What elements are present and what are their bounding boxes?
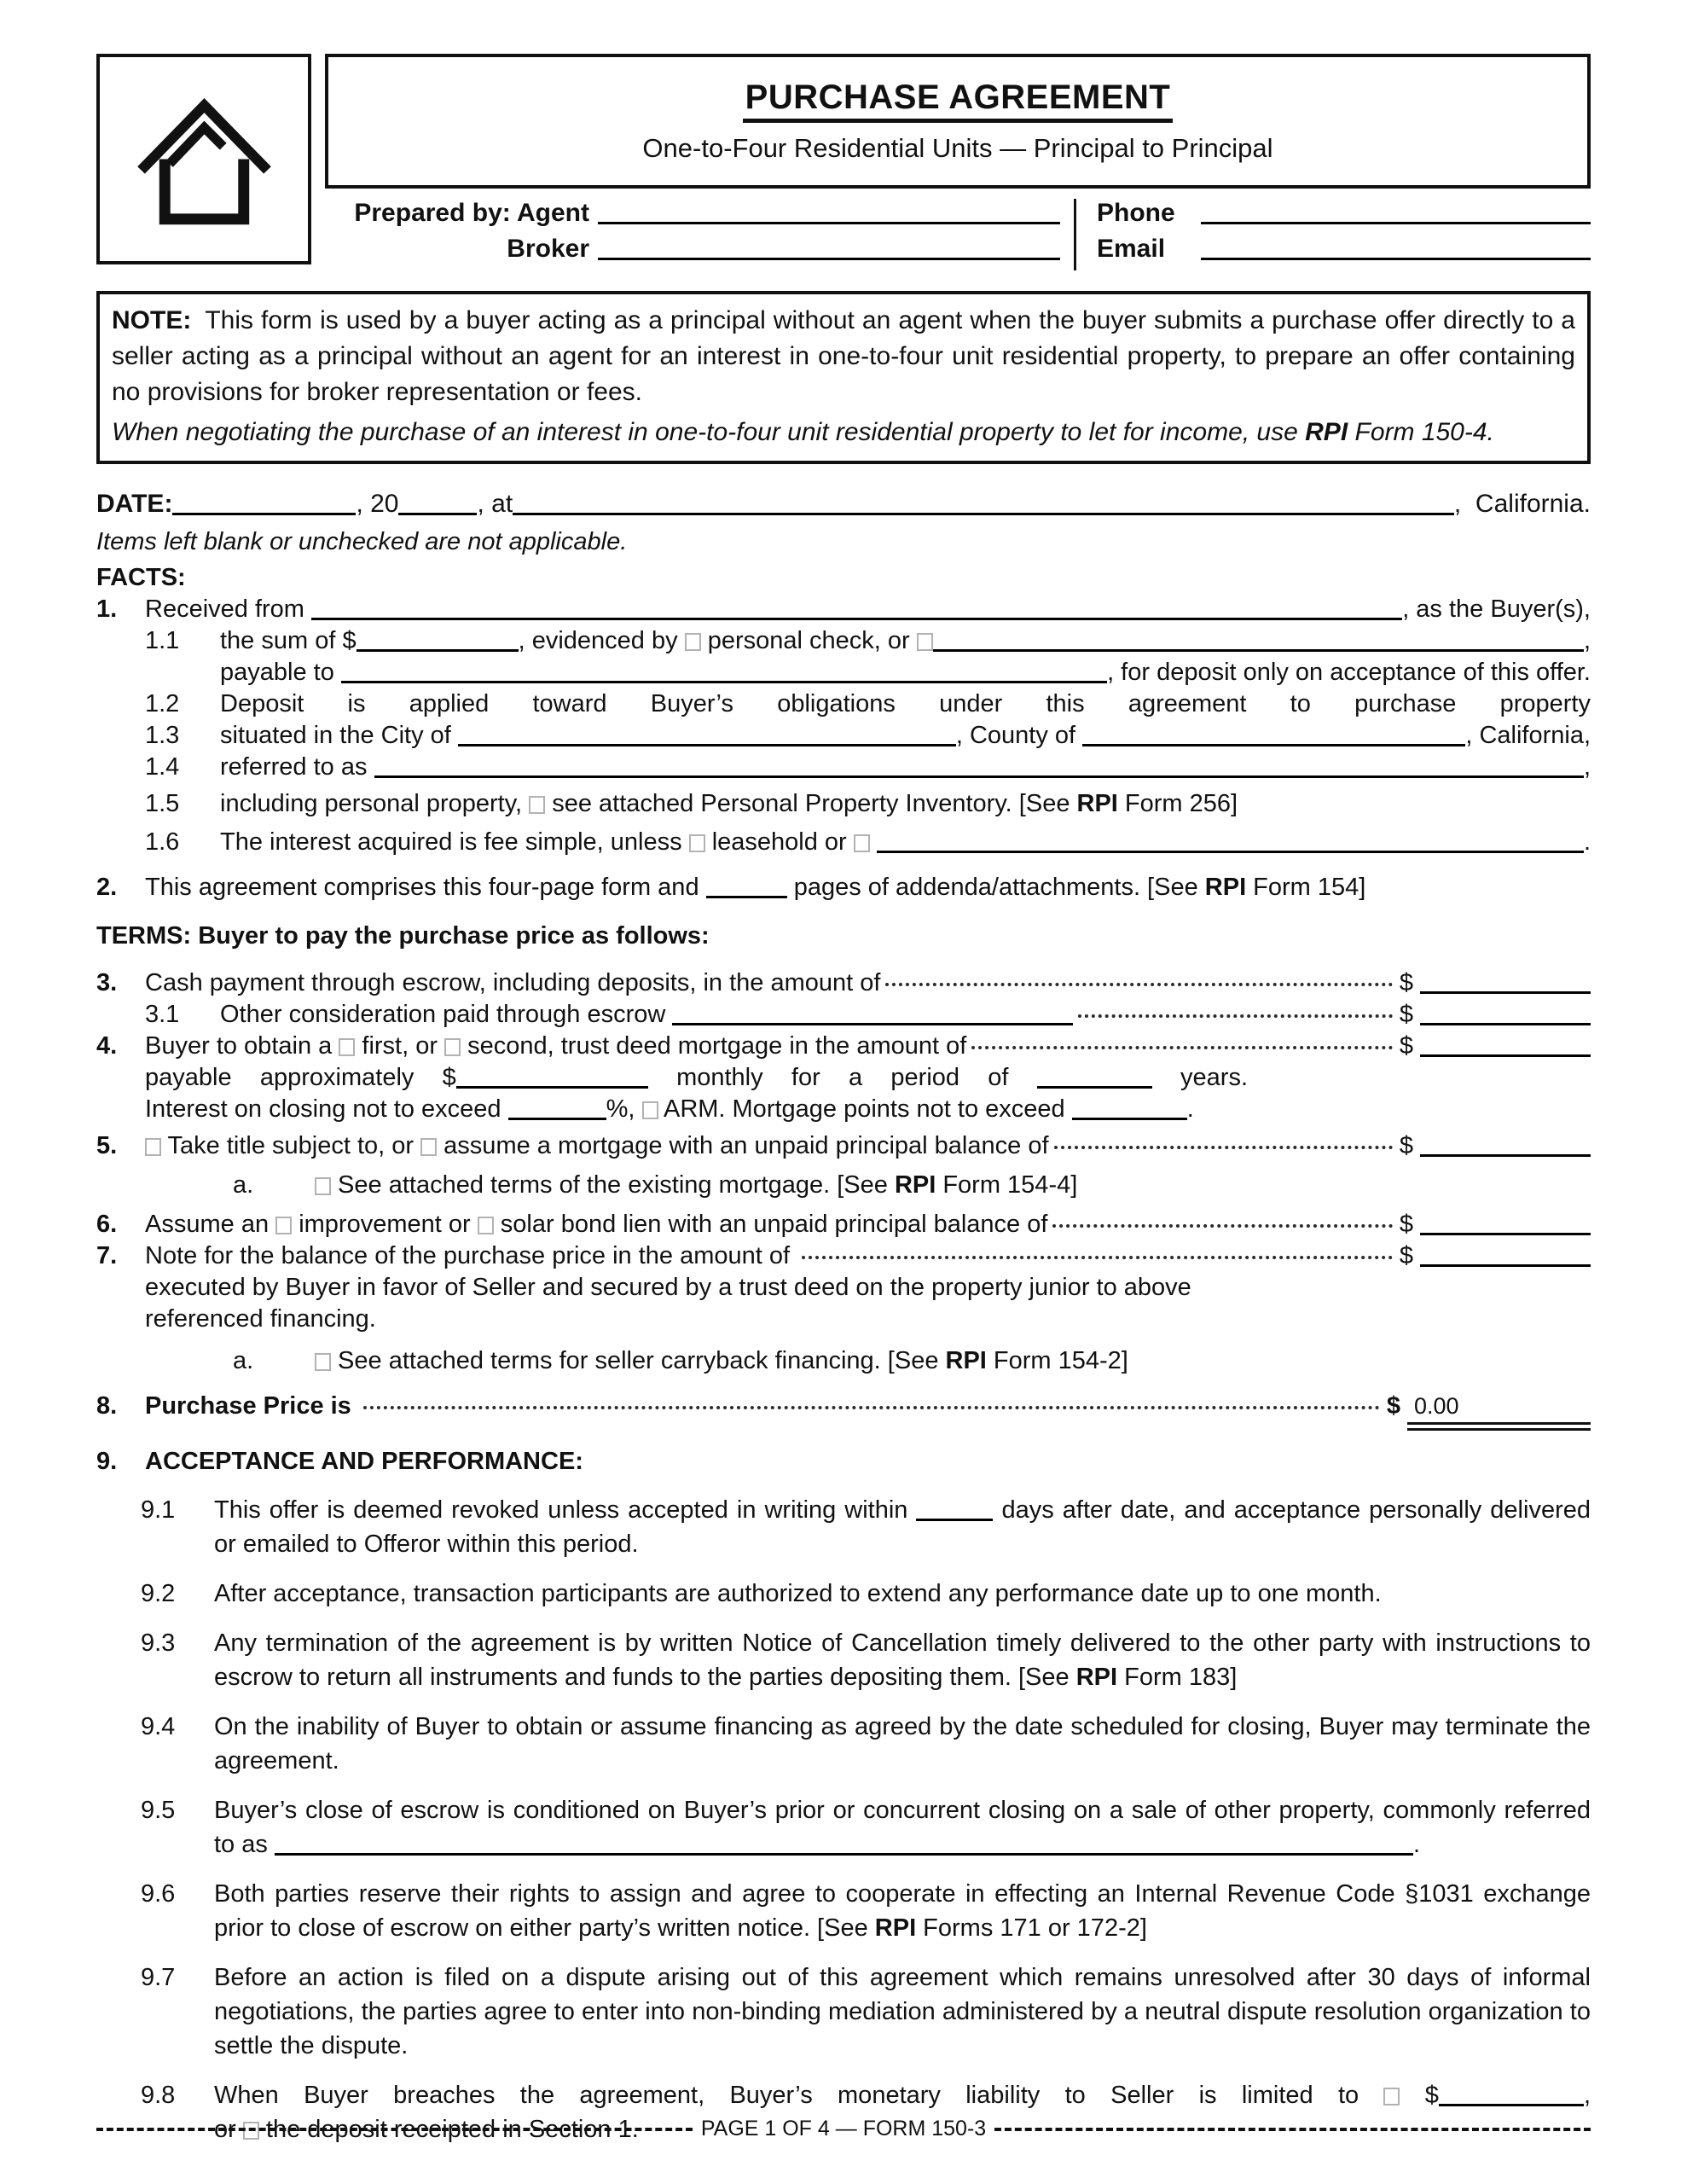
email-row xyxy=(1097,235,1591,270)
text-segment: including personal property, xyxy=(220,790,530,817)
phone-field[interactable] xyxy=(1201,222,1591,224)
sum-amount-field[interactable] xyxy=(357,649,519,652)
note-body: This form is used by a buyer acting as a principal without an agent when the buyer submits a purchase offer directly to a seller acting as a principal without an agent for an interest in one-to-four unit residential property, to prepare an offer containing no provisions for broker representation or fees. xyxy=(112,306,1575,406)
text-segment: payable to xyxy=(220,659,341,686)
other-consideration-field[interactable] xyxy=(672,1023,1073,1025)
fact-1-5 xyxy=(145,788,1591,820)
currency-sign: $ xyxy=(1399,1242,1413,1269)
fact-1-2 xyxy=(145,688,1591,720)
paragraph xyxy=(214,1626,1591,1694)
item-number: 2. xyxy=(96,874,118,901)
text-segment: The interest acquired is fee simple, unless xyxy=(220,828,689,856)
seller-carryback-terms-checkbox[interactable] xyxy=(315,1353,331,1371)
phone-row xyxy=(1097,199,1591,235)
currency-sign: $ xyxy=(1399,1211,1413,1238)
purchase-price-value: 0.00 xyxy=(1414,1393,1459,1419)
text-segment: days after date, and acceptance personally delivered or emailed to Offeror within this period. xyxy=(214,1496,1591,1558)
item-9-5 xyxy=(141,1793,1591,1862)
paragraph xyxy=(214,1493,1591,1561)
item-number: 9.5 xyxy=(141,1797,176,1824)
fact-1-6 xyxy=(145,827,1591,858)
leasehold-checkbox[interactable] xyxy=(689,834,705,852)
purchase-price-label: Purchase Price is xyxy=(145,1392,358,1420)
note-paragraph xyxy=(112,303,1575,410)
rpi-brand: RPI xyxy=(1305,418,1348,446)
text-segment: Form 150-4. xyxy=(1348,418,1494,446)
text-segment: first, or xyxy=(355,1032,445,1060)
personal-check-checkbox[interactable] xyxy=(685,633,701,651)
paragraph xyxy=(214,1877,1591,1945)
year-field[interactable] xyxy=(398,513,477,515)
prepared-by-left xyxy=(325,199,1060,270)
text-segment: the deposit receipted in Section 1. xyxy=(258,2116,639,2143)
item-number: 1.1 xyxy=(145,627,180,654)
item-number: 1.5 xyxy=(145,790,180,817)
text-segment: improvement or xyxy=(292,1211,478,1238)
justified-line xyxy=(214,2078,1591,2112)
note-usage-line xyxy=(112,415,1575,450)
item-letter: a. xyxy=(233,1171,254,1199)
note-box xyxy=(96,291,1591,464)
email-label: Email xyxy=(1097,235,1166,263)
liability-amount-checkbox[interactable] xyxy=(1383,2088,1400,2106)
period-years-field[interactable] xyxy=(1037,1080,1152,1089)
item-number: 9.4 xyxy=(141,1713,176,1740)
item-8-purchase-price xyxy=(96,1391,1591,1431)
header-right xyxy=(325,54,1591,270)
item-number: 9.7 xyxy=(141,1964,176,1991)
fact-1-3 xyxy=(145,720,1591,752)
justified-line xyxy=(220,688,1591,720)
item-4 xyxy=(96,1031,1591,1062)
broker-name-field[interactable] xyxy=(598,258,1060,260)
rpi-brand: RPI xyxy=(894,1171,936,1199)
improvement-lien-checkbox[interactable] xyxy=(275,1217,292,1234)
text-segment: , evidenced by xyxy=(518,627,685,654)
text-segment: , at xyxy=(477,490,513,518)
city-field[interactable] xyxy=(458,744,956,746)
item-5 xyxy=(96,1130,1591,1162)
broker-row xyxy=(325,235,1060,270)
monthly-payment-field[interactable] xyxy=(456,1080,648,1089)
text-segment: assume a mortgage with an unpaid principal balance of xyxy=(437,1132,1049,1159)
dotted-leader xyxy=(1078,1014,1393,1018)
fact-1-1 xyxy=(145,625,1591,657)
acceptance-days-field[interactable] xyxy=(916,1513,993,1521)
broker-label: Broker xyxy=(507,235,589,263)
text-segment: . xyxy=(1412,1831,1420,1858)
title-box xyxy=(325,54,1591,189)
county-field[interactable] xyxy=(1082,744,1465,746)
place-field[interactable] xyxy=(513,513,1454,515)
blank-items-note: Items left blank or unchecked are not applicable. xyxy=(96,528,628,555)
item-number: 3. xyxy=(96,969,118,996)
text-segment: Deposit is applied toward Buyer’s obligations under this agreement to purchase property xyxy=(220,690,1591,717)
text-segment: years. xyxy=(1151,1064,1249,1091)
prepared-by-right xyxy=(1074,199,1591,270)
other-property-reference-field[interactable] xyxy=(275,1847,1413,1856)
prepared-by-section xyxy=(325,199,1591,270)
dotted-leader xyxy=(885,983,1392,986)
brand-logo-box xyxy=(96,54,311,264)
footer-dashed-rule xyxy=(994,2128,1591,2131)
house-icon xyxy=(125,80,283,238)
text-segment: Form 154-2] xyxy=(986,1347,1128,1374)
text-segment: or xyxy=(214,2116,243,2143)
item-9-7 xyxy=(141,1960,1591,2063)
phone-label: Phone xyxy=(1097,199,1175,227)
item-4-payable-line xyxy=(145,1062,1591,1094)
text-segment: This offer is deemed revoked unless accepted in writing within xyxy=(214,1496,917,1524)
text-segment: solar bond lien with an unpaid principal balance of xyxy=(493,1211,1048,1238)
first-trust-deed-checkbox[interactable] xyxy=(339,1038,355,1056)
existing-mortgage-terms-checkbox[interactable] xyxy=(315,1177,331,1195)
text-segment: , xyxy=(1583,627,1591,654)
email-field[interactable] xyxy=(1201,258,1591,260)
buyer-name-field[interactable] xyxy=(311,618,1402,620)
rpi-brand: RPI xyxy=(1075,1664,1118,1691)
item-number: 1.4 xyxy=(145,753,180,781)
other-consideration-amount-field[interactable] xyxy=(1420,1023,1591,1025)
currency-sign: $ xyxy=(1399,1001,1413,1028)
item-number: 1.2 xyxy=(145,690,180,717)
item-3-1 xyxy=(145,999,1591,1031)
text-segment: second, trust deed mortgage in the amount of xyxy=(461,1032,967,1060)
purchase-price-field[interactable] xyxy=(1407,1391,1591,1431)
item-number: 6. xyxy=(96,1211,118,1238)
text-segment: Form 154-4] xyxy=(936,1171,1078,1199)
item-9-1 xyxy=(141,1493,1591,1561)
text-segment: , 20 xyxy=(356,490,399,518)
form-title: PURCHASE AGREEMENT xyxy=(743,78,1174,123)
text-segment: Received from xyxy=(145,595,312,623)
item-number: 4. xyxy=(96,1032,118,1060)
text-segment: Form 256] xyxy=(1117,790,1238,817)
rpi-brand: RPI xyxy=(945,1347,987,1374)
payable-to-field[interactable] xyxy=(341,681,1107,683)
item-9-4 xyxy=(141,1710,1591,1778)
text-segment: . xyxy=(1186,1095,1194,1123)
text-segment: Cash payment through escrow, including deposits, in the amount of xyxy=(145,969,881,996)
agent-row xyxy=(325,199,1060,235)
footer-dashed-rule xyxy=(96,2128,693,2131)
item-9-heading xyxy=(96,1446,1591,1478)
item-number: 9. xyxy=(96,1448,118,1475)
item-number: 9.3 xyxy=(141,1629,176,1657)
item-number: 8. xyxy=(96,1392,118,1420)
text-segment: See attached terms of the existing mortgage. [See xyxy=(331,1171,895,1199)
terms-heading: TERMS: Buyer to pay the purchase price as follows: xyxy=(96,922,710,950)
mortgage-amount-field[interactable] xyxy=(1420,1054,1591,1057)
text-segment: Forms 171 or 172-2] xyxy=(916,1914,1147,1942)
liability-amount-field[interactable] xyxy=(1439,2098,1584,2106)
prepared-by-agent-label: Prepared by: Agent xyxy=(354,199,589,227)
dotted-leader xyxy=(971,1046,1393,1049)
text-segment: , as the Buyer(s), xyxy=(1402,595,1591,623)
item-4-interest-line xyxy=(145,1094,1591,1125)
item-2 xyxy=(96,872,1591,903)
page-footer xyxy=(96,2117,1591,2141)
fact-1 xyxy=(96,594,1591,625)
text-segment: When negotiating the purchase of an interest in one-to-four unit residential property to let for income, use xyxy=(112,418,1306,446)
acceptance-heading: ACCEPTANCE AND PERFORMANCE: xyxy=(145,1448,583,1475)
item-number: 9.6 xyxy=(141,1880,176,1908)
text-segment: situated in the City of xyxy=(220,722,458,749)
text-segment: , County of xyxy=(955,722,1083,749)
text-segment: %, xyxy=(606,1095,642,1123)
item-number: 3.1 xyxy=(145,1001,180,1028)
text-segment: This agreement comprises this four-page form and xyxy=(145,874,706,901)
item-7-continuation: executed by Buyer in favor of Seller and secured by a trust deed on the property junior to above referenced financing. xyxy=(145,1274,1191,1333)
agent-name-field[interactable] xyxy=(598,222,1060,224)
fact-1-4 xyxy=(145,752,1591,783)
facts-heading: FACTS: xyxy=(96,564,186,591)
item-number: 9.8 xyxy=(141,2082,176,2109)
item-number: 7. xyxy=(96,1242,118,1269)
text-segment: , California. xyxy=(1453,490,1591,518)
rpi-brand: RPI xyxy=(874,1914,917,1942)
text-segment: Form 183] xyxy=(1117,1664,1238,1691)
text-segment: Both parties reserve their rights to assign and agree to cooperate in effecting an Internal Revenue Code §1031 exchange prior to close of escrow on either party’s written notice. [See xyxy=(214,1880,1591,1942)
date-label: DATE: xyxy=(96,490,173,518)
item-7 xyxy=(96,1240,1591,1272)
interest-rate-field[interactable] xyxy=(508,1118,606,1120)
paragraph xyxy=(214,1793,1591,1862)
note-label: NOTE: xyxy=(112,306,192,334)
text-segment: payable approximately $ xyxy=(145,1064,456,1091)
item-number: 9.2 xyxy=(141,1580,176,1607)
other-payment-field[interactable] xyxy=(933,649,1584,652)
note-balance-field[interactable] xyxy=(1420,1264,1591,1267)
text-segment: Any termination of the agreement is by written Notice of Cancellation timely delivered to the other party with instructions to escrow to return all instruments and funds to the parties depositing them. [See xyxy=(214,1629,1591,1691)
arm-checkbox[interactable] xyxy=(642,1101,658,1119)
mortgage-points-field[interactable] xyxy=(1072,1118,1187,1120)
text-segment: Take title subject to, or xyxy=(161,1132,421,1159)
rpi-brand: RPI xyxy=(1076,790,1118,817)
second-trust-deed-checkbox[interactable] xyxy=(444,1038,461,1056)
text-segment: , for deposit only on acceptance of this offer. xyxy=(1107,659,1591,686)
item-3 xyxy=(96,967,1591,999)
text-segment: Interest on closing not to exceed xyxy=(145,1095,508,1123)
item-9-2 xyxy=(141,1577,1591,1611)
text-segment: Note for the balance of the purchase price in the amount of xyxy=(145,1242,797,1269)
text-segment: leasehold or xyxy=(704,828,854,856)
currency-sign: $ xyxy=(1399,969,1413,996)
cash-amount-field[interactable] xyxy=(1420,991,1591,994)
assume-mortgage-checkbox[interactable] xyxy=(420,1138,437,1156)
text-segment: the sum of $ xyxy=(220,627,357,654)
text-segment: . xyxy=(1583,828,1591,856)
solar-bond-lien-checkbox[interactable] xyxy=(478,1217,494,1234)
dotted-leader xyxy=(802,1256,1393,1259)
date-field[interactable] xyxy=(172,513,356,515)
item-6 xyxy=(96,1209,1591,1240)
paragraph: After acceptance, transaction participants are authorized to extend any performance date up to one month. xyxy=(214,1580,1382,1607)
paragraph: Before an action is filed on a dispute arising out of this agreement which remains unresolved after 30 days of informal negotiations, the parties agree to enter into non-binding mediation administered by a neutral dispute resolution organization to settle the dispute. xyxy=(214,1964,1591,2059)
item-number: 1.6 xyxy=(145,828,180,856)
text-segment: personal check, or xyxy=(700,627,917,654)
text-segment: Assume an xyxy=(145,1211,276,1238)
item-number: 1.3 xyxy=(145,722,180,749)
text-segment: Other consideration paid through escrow xyxy=(220,1001,673,1028)
text-segment: Buyer’s close of escrow is conditioned on Buyer’s prior or concurrent closing on a sale of other property, commonly referred to as xyxy=(214,1797,1591,1858)
other-payment-checkbox[interactable] xyxy=(917,633,933,651)
text-segment: Form 154] xyxy=(1246,874,1366,901)
header xyxy=(96,54,1591,270)
dotted-leader xyxy=(1054,1146,1393,1149)
currency-sign: $ xyxy=(1399,1032,1413,1060)
item-7a xyxy=(233,1345,1591,1377)
property-reference-field[interactable] xyxy=(374,775,1584,778)
text-segment: ARM. Mortgage points not to exceed xyxy=(658,1095,1072,1123)
dotted-leader xyxy=(1052,1224,1392,1228)
dotted-leader xyxy=(363,1406,1380,1409)
item-5a xyxy=(233,1170,1591,1201)
item-number: 1. xyxy=(96,595,118,623)
text-segment: monthly for a period of xyxy=(647,1064,1037,1091)
lien-balance-field[interactable] xyxy=(1420,1233,1591,1235)
item-9-3 xyxy=(141,1626,1591,1694)
text-segment: , xyxy=(1583,2082,1591,2109)
paragraph: On the inability of Buyer to obtain or assume financing as agreed by the date scheduled for closing, Buyer may terminate the agreement. xyxy=(214,1713,1591,1774)
text-segment: $ xyxy=(1400,2082,1439,2109)
personal-property-inventory-checkbox[interactable] xyxy=(529,796,545,814)
currency-sign: $ xyxy=(1386,1392,1400,1420)
rpi-brand: RPI xyxy=(1204,874,1247,901)
item-number: 9.1 xyxy=(141,1496,176,1524)
page-number-label: PAGE 1 OF 4 — FORM 150-3 xyxy=(700,2117,987,2140)
justified-line xyxy=(145,1062,1248,1094)
unpaid-balance-field[interactable] xyxy=(1420,1154,1591,1157)
text-segment: When Buyer breaches the agreement, Buyer’s monetary liability to Seller is limited to xyxy=(214,2082,1384,2109)
item-number: 5. xyxy=(96,1132,118,1159)
item-letter: a. xyxy=(233,1347,254,1374)
text-segment: referred to as xyxy=(220,753,374,781)
text-segment: , California, xyxy=(1465,722,1591,749)
addenda-pages-field[interactable] xyxy=(706,896,787,898)
text-segment: pages of addenda/attachments. [See xyxy=(786,874,1205,901)
currency-sign: $ xyxy=(1399,1132,1413,1159)
fact-1-1-payable xyxy=(220,657,1591,688)
text-segment: see attached Personal Property Inventory. [See xyxy=(545,790,1077,817)
text-segment: Buyer to obtain a xyxy=(145,1032,339,1060)
other-interest-checkbox[interactable] xyxy=(854,834,870,852)
form-subtitle: One-to-Four Residential Units — Principal to Principal xyxy=(642,133,1273,163)
other-interest-field[interactable] xyxy=(877,851,1584,853)
date-row xyxy=(96,490,1591,519)
item-9-6 xyxy=(141,1877,1591,1945)
text-segment: See attached terms for seller carryback financing. [See xyxy=(331,1347,946,1374)
text-segment: , xyxy=(1583,753,1591,781)
take-title-checkbox[interactable] xyxy=(145,1138,161,1156)
